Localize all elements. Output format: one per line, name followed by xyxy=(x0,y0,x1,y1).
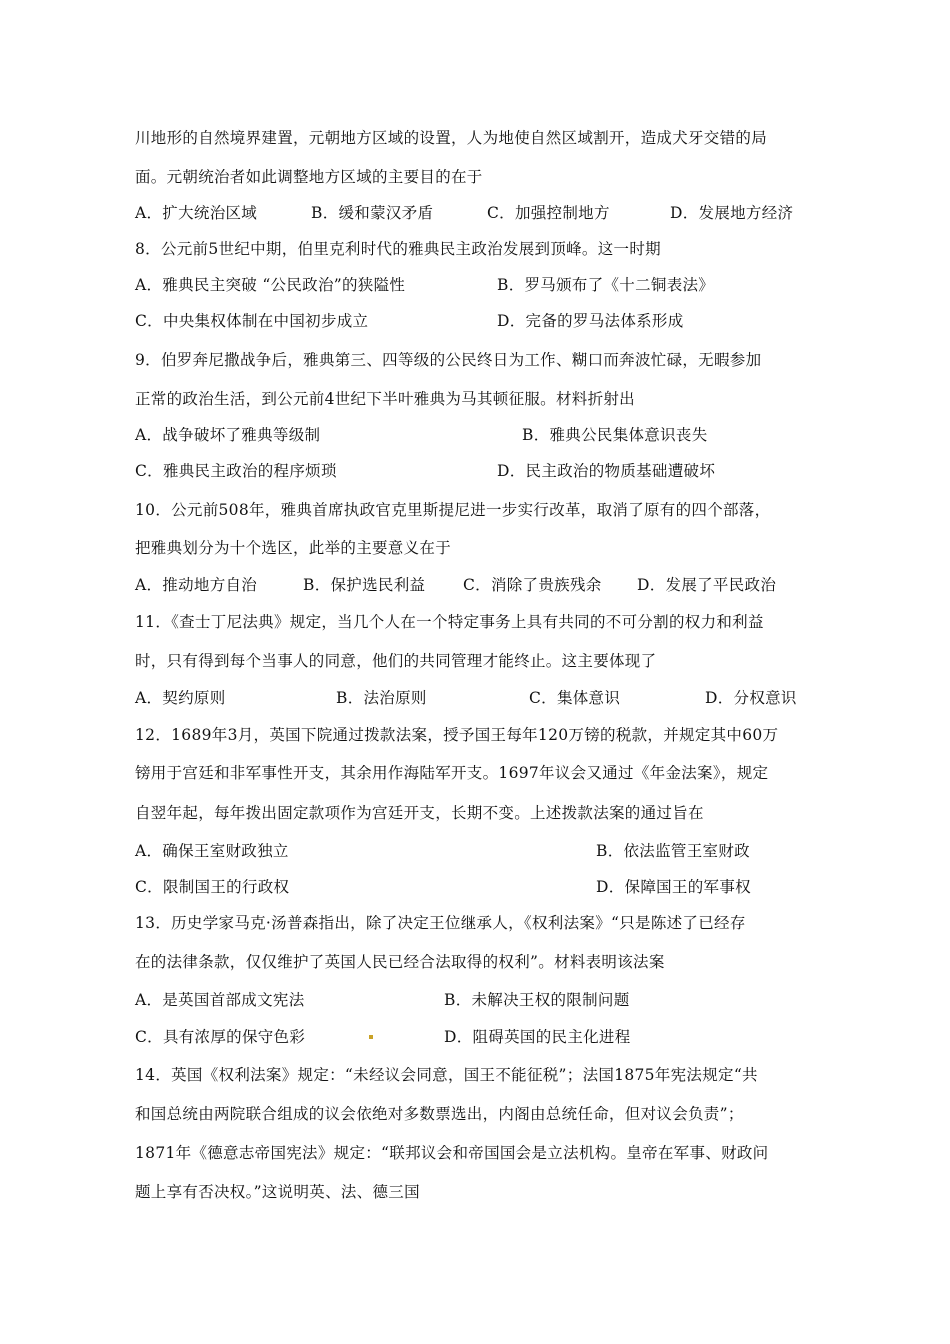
q7-option-a: A．扩大统治区域 xyxy=(135,204,258,222)
q9-option-c: C．雅典民主政治的程序烦琐 xyxy=(135,462,337,480)
q14-stem-line-4: 题上享有否决权。”这说明英、法、德三国 xyxy=(135,1183,420,1201)
q12-option-a: A．确保王室财政独立 xyxy=(135,842,289,860)
q11-stem-line-1: 11．《查士丁尼法典》规定，当几个人在一个特定事务上具有共同的不可分割的权力和利益 xyxy=(135,613,764,631)
q10-option-a: A．推动地方自治 xyxy=(135,576,258,594)
q8-option-b: B．罗马颁布了《十二铜表法》 xyxy=(497,276,715,294)
q10-option-c: C．消除了贵族残余 xyxy=(463,576,602,594)
q13-option-c: C．具有浓厚的保守色彩 xyxy=(135,1028,306,1046)
q12-option-b: B．依法监管王室财政 xyxy=(596,842,750,860)
q11-option-b: B．法治原则 xyxy=(336,689,427,707)
q9-option-a: A．战争破坏了雅典等级制 xyxy=(135,426,321,444)
q11-option-d: D．分权意识 xyxy=(705,689,797,707)
q7-stem-line-1: 川地形的自然境界建置，元朝地方区域的设置，人为地使自然区域割开，造成犬牙交错的局 xyxy=(135,129,768,147)
scan-speck-mark xyxy=(369,1035,373,1039)
q11-option-a: A．契约原则 xyxy=(135,689,226,707)
q13-option-b: B．未解决王权的限制问题 xyxy=(444,991,630,1009)
q13-option-d: D．阻碍英国的民主化进程 xyxy=(444,1028,631,1046)
q14-stem-line-2: 和国总统由两院联合组成的议会依绝对多数票选出，内阁由总统任命，但对议会负责”； xyxy=(135,1105,744,1123)
q11-option-c: C．集体意识 xyxy=(529,689,621,707)
q10-option-d: D．发展了平民政治 xyxy=(637,576,777,594)
q9-stem-line-1: 9．伯罗奔尼撒战争后，雅典第三、四等级的公民终日为工作、糊口而奔波忙碌，无暇参加 xyxy=(135,351,762,369)
q12-stem-line-1: 12．1689年3月，英国下院通过拨款法案，授予国王每年120万镑的税款，并规定其中60万 xyxy=(135,726,779,744)
q9-stem-line-2: 正常的政治生活，到公元前4世纪下半叶雅典为马其顿征服。材料折射出 xyxy=(135,390,635,408)
q7-option-d: D．发展地方经济 xyxy=(670,204,794,222)
q14-stem-line-1: 14．英国《权利法案》规定：“未经议会同意，国王不能征税”；法国1875年宪法规定“共 xyxy=(135,1066,758,1084)
q7-option-c: C．加强控制地方 xyxy=(487,204,610,222)
q12-stem-line-3: 自翌年起，每年拨出固定款项作为宫廷开支，长期不变。上述拨款法案的通过旨在 xyxy=(135,804,704,822)
q8-option-c: C．中央集权体制在中国初步成立 xyxy=(135,312,369,330)
q9-option-d: D．民主政治的物质基础遭破坏 xyxy=(497,462,716,480)
q13-option-a: A．是英国首部成文宪法 xyxy=(135,991,305,1009)
q12-option-d: D．保障国王的军事权 xyxy=(596,878,751,896)
q7-stem-line-2: 面。元朝统治者如此调整地方区域的主要目的在于 xyxy=(135,168,483,186)
q10-stem-line-1: 10．公元前508年，雅典首席执政官克里斯提尼进一步实行改革，取消了原有的四个部落， xyxy=(135,501,771,519)
q10-option-b: B．保护选民利益 xyxy=(303,576,426,594)
q7-option-b: B．缓和蒙汉矛盾 xyxy=(311,204,434,222)
q13-stem-line-2: 在的法律条款，仅仅维护了英国人民已经合法取得的权利”。材料表明该法案 xyxy=(135,953,665,971)
q8-stem: 8．公元前5世纪中期，伯里克利时代的雅典民主政治发展到顶峰。这一时期 xyxy=(135,240,661,258)
q14-stem-line-3: 1871年《德意志帝国宪法》规定：“联邦议会和帝国国会是立法机构。皇帝在军事、财政问 xyxy=(135,1144,769,1162)
q13-stem-line-1: 13．历史学家马克·汤普森指出，除了决定王位继承人，《权利法案》“只是陈述了已经存 xyxy=(135,914,746,932)
q9-option-b: B．雅典公民集体意识丧失 xyxy=(522,426,708,444)
q8-option-a: A．雅典民主突破 “公民政治”的狭隘性 xyxy=(135,276,406,294)
q11-stem-line-2: 时，只有得到每个当事人的同意，他们的共同管理才能终止。这主要体现了 xyxy=(135,652,657,670)
q12-option-c: C．限制国王的行政权 xyxy=(135,878,290,896)
q10-stem-line-2: 把雅典划分为十个选区，此举的主要意义在于 xyxy=(135,539,452,557)
q8-option-d: D．完备的罗马法体系形成 xyxy=(497,312,684,330)
q12-stem-line-2: 镑用于宫廷和非军事性开支，其余用作海陆军开支。1697年议会又通过《年金法案》，规定 xyxy=(135,764,769,782)
